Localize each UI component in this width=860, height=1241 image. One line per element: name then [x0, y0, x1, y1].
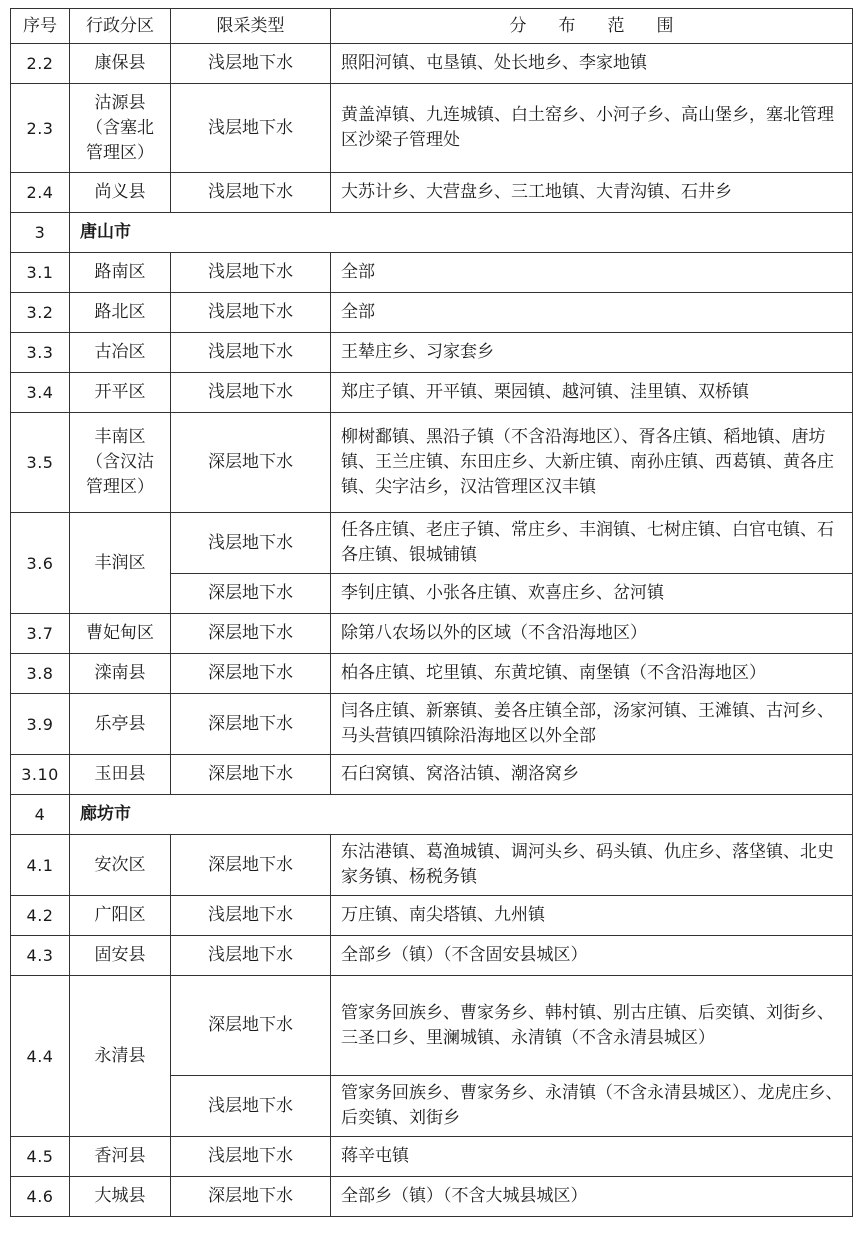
row-id: 3.1 — [11, 253, 70, 293]
header-district: 行政分区 — [70, 9, 171, 44]
row-district: 香河县 — [70, 1137, 171, 1177]
header-id: 序号 — [11, 9, 70, 44]
row-type: 浅层地下水 — [171, 513, 331, 574]
row-range: 石臼窝镇、窝洛沽镇、潮洛窝乡 — [331, 755, 853, 795]
row-type: 浅层地下水 — [171, 373, 331, 413]
row-id: 4.5 — [11, 1137, 70, 1177]
row-id: 3.4 — [11, 373, 70, 413]
row-range: 全部 — [331, 253, 853, 293]
row-district: 路北区 — [70, 293, 171, 333]
row-id: 3.5 — [11, 413, 70, 513]
section-row — [11, 213, 853, 253]
table-row — [11, 1137, 853, 1177]
row-district: 固安县 — [70, 936, 171, 976]
header-range: 分布范围 — [331, 9, 853, 44]
row-type: 深层地下水 — [171, 835, 331, 896]
row-district: 大城县 — [70, 1177, 171, 1217]
table-row — [11, 44, 853, 84]
row-range: 全部乡（镇）（不含固安县城区） — [331, 936, 853, 976]
table-body — [11, 44, 853, 1217]
row-district: 永清县 — [70, 976, 171, 1137]
row-district: 康保县 — [70, 44, 171, 84]
row-range: 柏各庄镇、坨里镇、东黄坨镇、南堡镇（不含沿海地区） — [331, 654, 853, 694]
row-district: 玉田县 — [70, 755, 171, 795]
row-range: 李钊庄镇、小张各庄镇、欢喜庄乡、岔河镇 — [331, 574, 853, 614]
section-id: 3 — [11, 213, 70, 253]
row-id: 3.3 — [11, 333, 70, 373]
row-type: 浅层地下水 — [171, 333, 331, 373]
section-id: 4 — [11, 795, 70, 835]
row-range: 蒋辛屯镇 — [331, 1137, 853, 1177]
row-id: 3.2 — [11, 293, 70, 333]
row-range: 除第八农场以外的区域（不含沿海地区） — [331, 614, 853, 654]
table-row — [11, 654, 853, 694]
row-type: 深层地下水 — [171, 413, 331, 513]
row-district: 尚义县 — [70, 173, 171, 213]
row-type: 深层地下水 — [171, 614, 331, 654]
table-row — [11, 694, 853, 755]
section-name: 唐山市 — [70, 213, 853, 253]
row-range: 管家务回族乡、曹家务乡、韩村镇、别古庄镇、后奕镇、刘街乡、三圣口乡、里澜城镇、永清镇（不含永清县城区） — [331, 976, 853, 1076]
row-id: 4.2 — [11, 896, 70, 936]
row-id: 2.2 — [11, 44, 70, 84]
row-range: 闫各庄镇、新寨镇、姜各庄镇全部，汤家河镇、王滩镇、古河乡、马头营镇四镇除沿海地区以外全部 — [331, 694, 853, 755]
document-page — [10, 8, 853, 1217]
table-header — [11, 9, 853, 44]
row-range: 全部 — [331, 293, 853, 333]
row-id: 4.6 — [11, 1177, 70, 1217]
row-type: 浅层地下水 — [171, 896, 331, 936]
section-name: 廊坊市 — [70, 795, 853, 835]
row-id: 3.6 — [11, 513, 70, 614]
row-type: 浅层地下水 — [171, 936, 331, 976]
row-id: 3.8 — [11, 654, 70, 694]
row-type: 深层地下水 — [171, 976, 331, 1076]
row-district: 乐亭县 — [70, 694, 171, 755]
table-row — [11, 755, 853, 795]
table-row — [11, 896, 853, 936]
row-type: 浅层地下水 — [171, 253, 331, 293]
row-type: 深层地下水 — [171, 755, 331, 795]
row-id: 2.3 — [11, 84, 70, 173]
row-type: 浅层地下水 — [171, 1076, 331, 1137]
table-row — [11, 835, 853, 896]
row-range: 柳树鄱镇、黑沿子镇（不含沿海地区）、胥各庄镇、稻地镇、唐坊镇、王兰庄镇、东田庄乡、大新庄镇、南孙庄镇、西葛镇、黄各庄镇、尖字沽乡，汉沽管理区汉丰镇 — [331, 413, 853, 513]
row-range: 大苏计乡、大营盘乡、三工地镇、大青沟镇、石井乡 — [331, 173, 853, 213]
row-range: 郑庄子镇、开平镇、栗园镇、越河镇、洼里镇、双桥镇 — [331, 373, 853, 413]
row-range: 任各庄镇、老庄子镇、常庄乡、丰润镇、七树庄镇、白官屯镇、石各庄镇、银城铺镇 — [331, 513, 853, 574]
row-district: 滦南县 — [70, 654, 171, 694]
row-type: 浅层地下水 — [171, 293, 331, 333]
row-type: 浅层地下水 — [171, 173, 331, 213]
row-district: 曹妃甸区 — [70, 614, 171, 654]
groundwater-restriction-table — [10, 8, 853, 1217]
row-id: 4.4 — [11, 976, 70, 1137]
table-row — [11, 173, 853, 213]
row-type: 深层地下水 — [171, 654, 331, 694]
header-type: 限采类型 — [171, 9, 331, 44]
row-id: 2.4 — [11, 173, 70, 213]
row-range: 东沽港镇、葛渔城镇、调河头乡、码头镇、仇庄乡、落垡镇、北史家务镇、杨税务镇 — [331, 835, 853, 896]
table-row — [11, 513, 853, 574]
row-district: 安次区 — [70, 835, 171, 896]
table-row — [11, 373, 853, 413]
row-type: 深层地下水 — [171, 1177, 331, 1217]
row-type: 深层地下水 — [171, 694, 331, 755]
row-type: 浅层地下水 — [171, 84, 331, 173]
table-row — [11, 293, 853, 333]
table-row — [11, 976, 853, 1076]
row-district: 古冶区 — [70, 333, 171, 373]
table-row — [11, 1177, 853, 1217]
row-range: 管家务回族乡、曹家务乡、永清镇（不含永清县城区）、龙虎庄乡、后奕镇、刘街乡 — [331, 1076, 853, 1137]
row-type: 深层地下水 — [171, 574, 331, 614]
row-id: 3.10 — [11, 755, 70, 795]
row-type: 浅层地下水 — [171, 1137, 331, 1177]
row-id: 4.1 — [11, 835, 70, 896]
row-district: 沽源县（含塞北管理区） — [70, 84, 171, 173]
row-district: 路南区 — [70, 253, 171, 293]
row-district: 丰南区（含汉沽管理区） — [70, 413, 171, 513]
row-range: 王辇庄乡、习家套乡 — [331, 333, 853, 373]
row-id: 3.7 — [11, 614, 70, 654]
section-row — [11, 795, 853, 835]
row-type: 浅层地下水 — [171, 44, 331, 84]
row-district: 丰润区 — [70, 513, 171, 614]
row-district: 开平区 — [70, 373, 171, 413]
table-row — [11, 936, 853, 976]
row-range: 黄盖淖镇、九连城镇、白土窑乡、小河子乡、高山堡乡，塞北管理区沙梁子管理处 — [331, 84, 853, 173]
row-range: 万庄镇、南尖塔镇、九州镇 — [331, 896, 853, 936]
table-row — [11, 253, 853, 293]
table-row — [11, 413, 853, 513]
table-row — [11, 84, 853, 173]
table-row — [11, 333, 853, 373]
row-district: 广阳区 — [70, 896, 171, 936]
row-id: 4.3 — [11, 936, 70, 976]
row-range: 照阳河镇、屯垦镇、处长地乡、李家地镇 — [331, 44, 853, 84]
row-range: 全部乡（镇）（不含大城县城区） — [331, 1177, 853, 1217]
table-row — [11, 614, 853, 654]
row-id: 3.9 — [11, 694, 70, 755]
